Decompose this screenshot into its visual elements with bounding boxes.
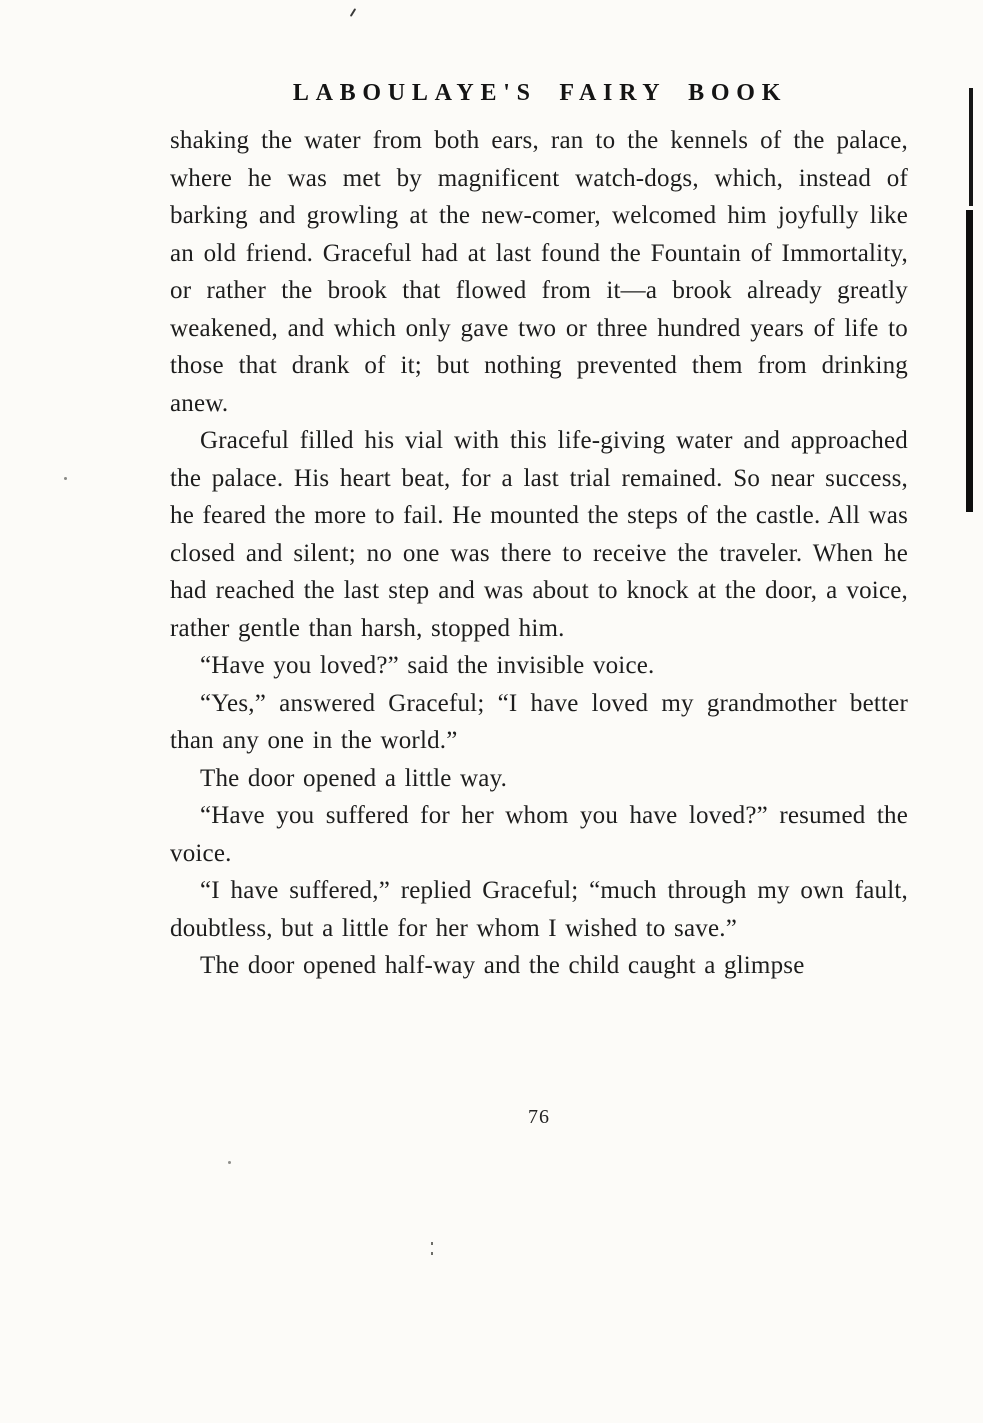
scan-speck [64, 477, 67, 480]
body-paragraph: The door opened half-way and the child caught a glimpse [200, 952, 805, 979]
scan-artifact-line [966, 210, 973, 512]
text-block [170, 122, 908, 985]
scan-speck [350, 8, 356, 17]
body-paragraph: “Yes,” answered Graceful; “I have loved my grandmother better than any one in the world.” [170, 689, 908, 754]
body-paragraph: Graceful filled his vial with this life-giving water and approached the palace. His heart beat, for a last trial remained. So near success, he feared the more to fail. He mounted the steps of the castle. All was closed and silent; no one was there to receive the traveler. When he had reached the last step and was about to knock at the door, a voice, rather gentle than harsh, stopped him. [170, 427, 908, 642]
scan-speck [431, 1242, 433, 1256]
page-number: 76 [528, 1106, 550, 1128]
body-paragraph: The door opened a little way. [200, 764, 508, 792]
scan-speck [228, 1161, 231, 1164]
body-paragraph: “I have suffered,” replied Graceful; “much through my own fault, doubtless, but a little for her whom I wished to save.” [170, 877, 908, 942]
scan-artifact-line [969, 88, 973, 206]
page-header: LABOULAYE'S FAIRY BOOK [292, 80, 788, 106]
body-paragraph: “Have you suffered for her whom you have loved?” resumed the voice. [170, 802, 908, 867]
body-paragraph: “Have you loved?” said the invisible voice. [200, 652, 655, 679]
body-paragraph: shaking the water from both ears, ran to the kennels of the palace, where he was met by magnificent watch-dogs, which, instead of barking and growling at the new-comer, welcomed him joyfully like an old friend. Graceful had at last found the Fountain of Immortality, or rather the brook that flowed from it—a brook already greatly weakened, and which only gave two or three hundred years of life to those that drank of it; but nothing prevented them from drinking anew. [170, 127, 908, 417]
